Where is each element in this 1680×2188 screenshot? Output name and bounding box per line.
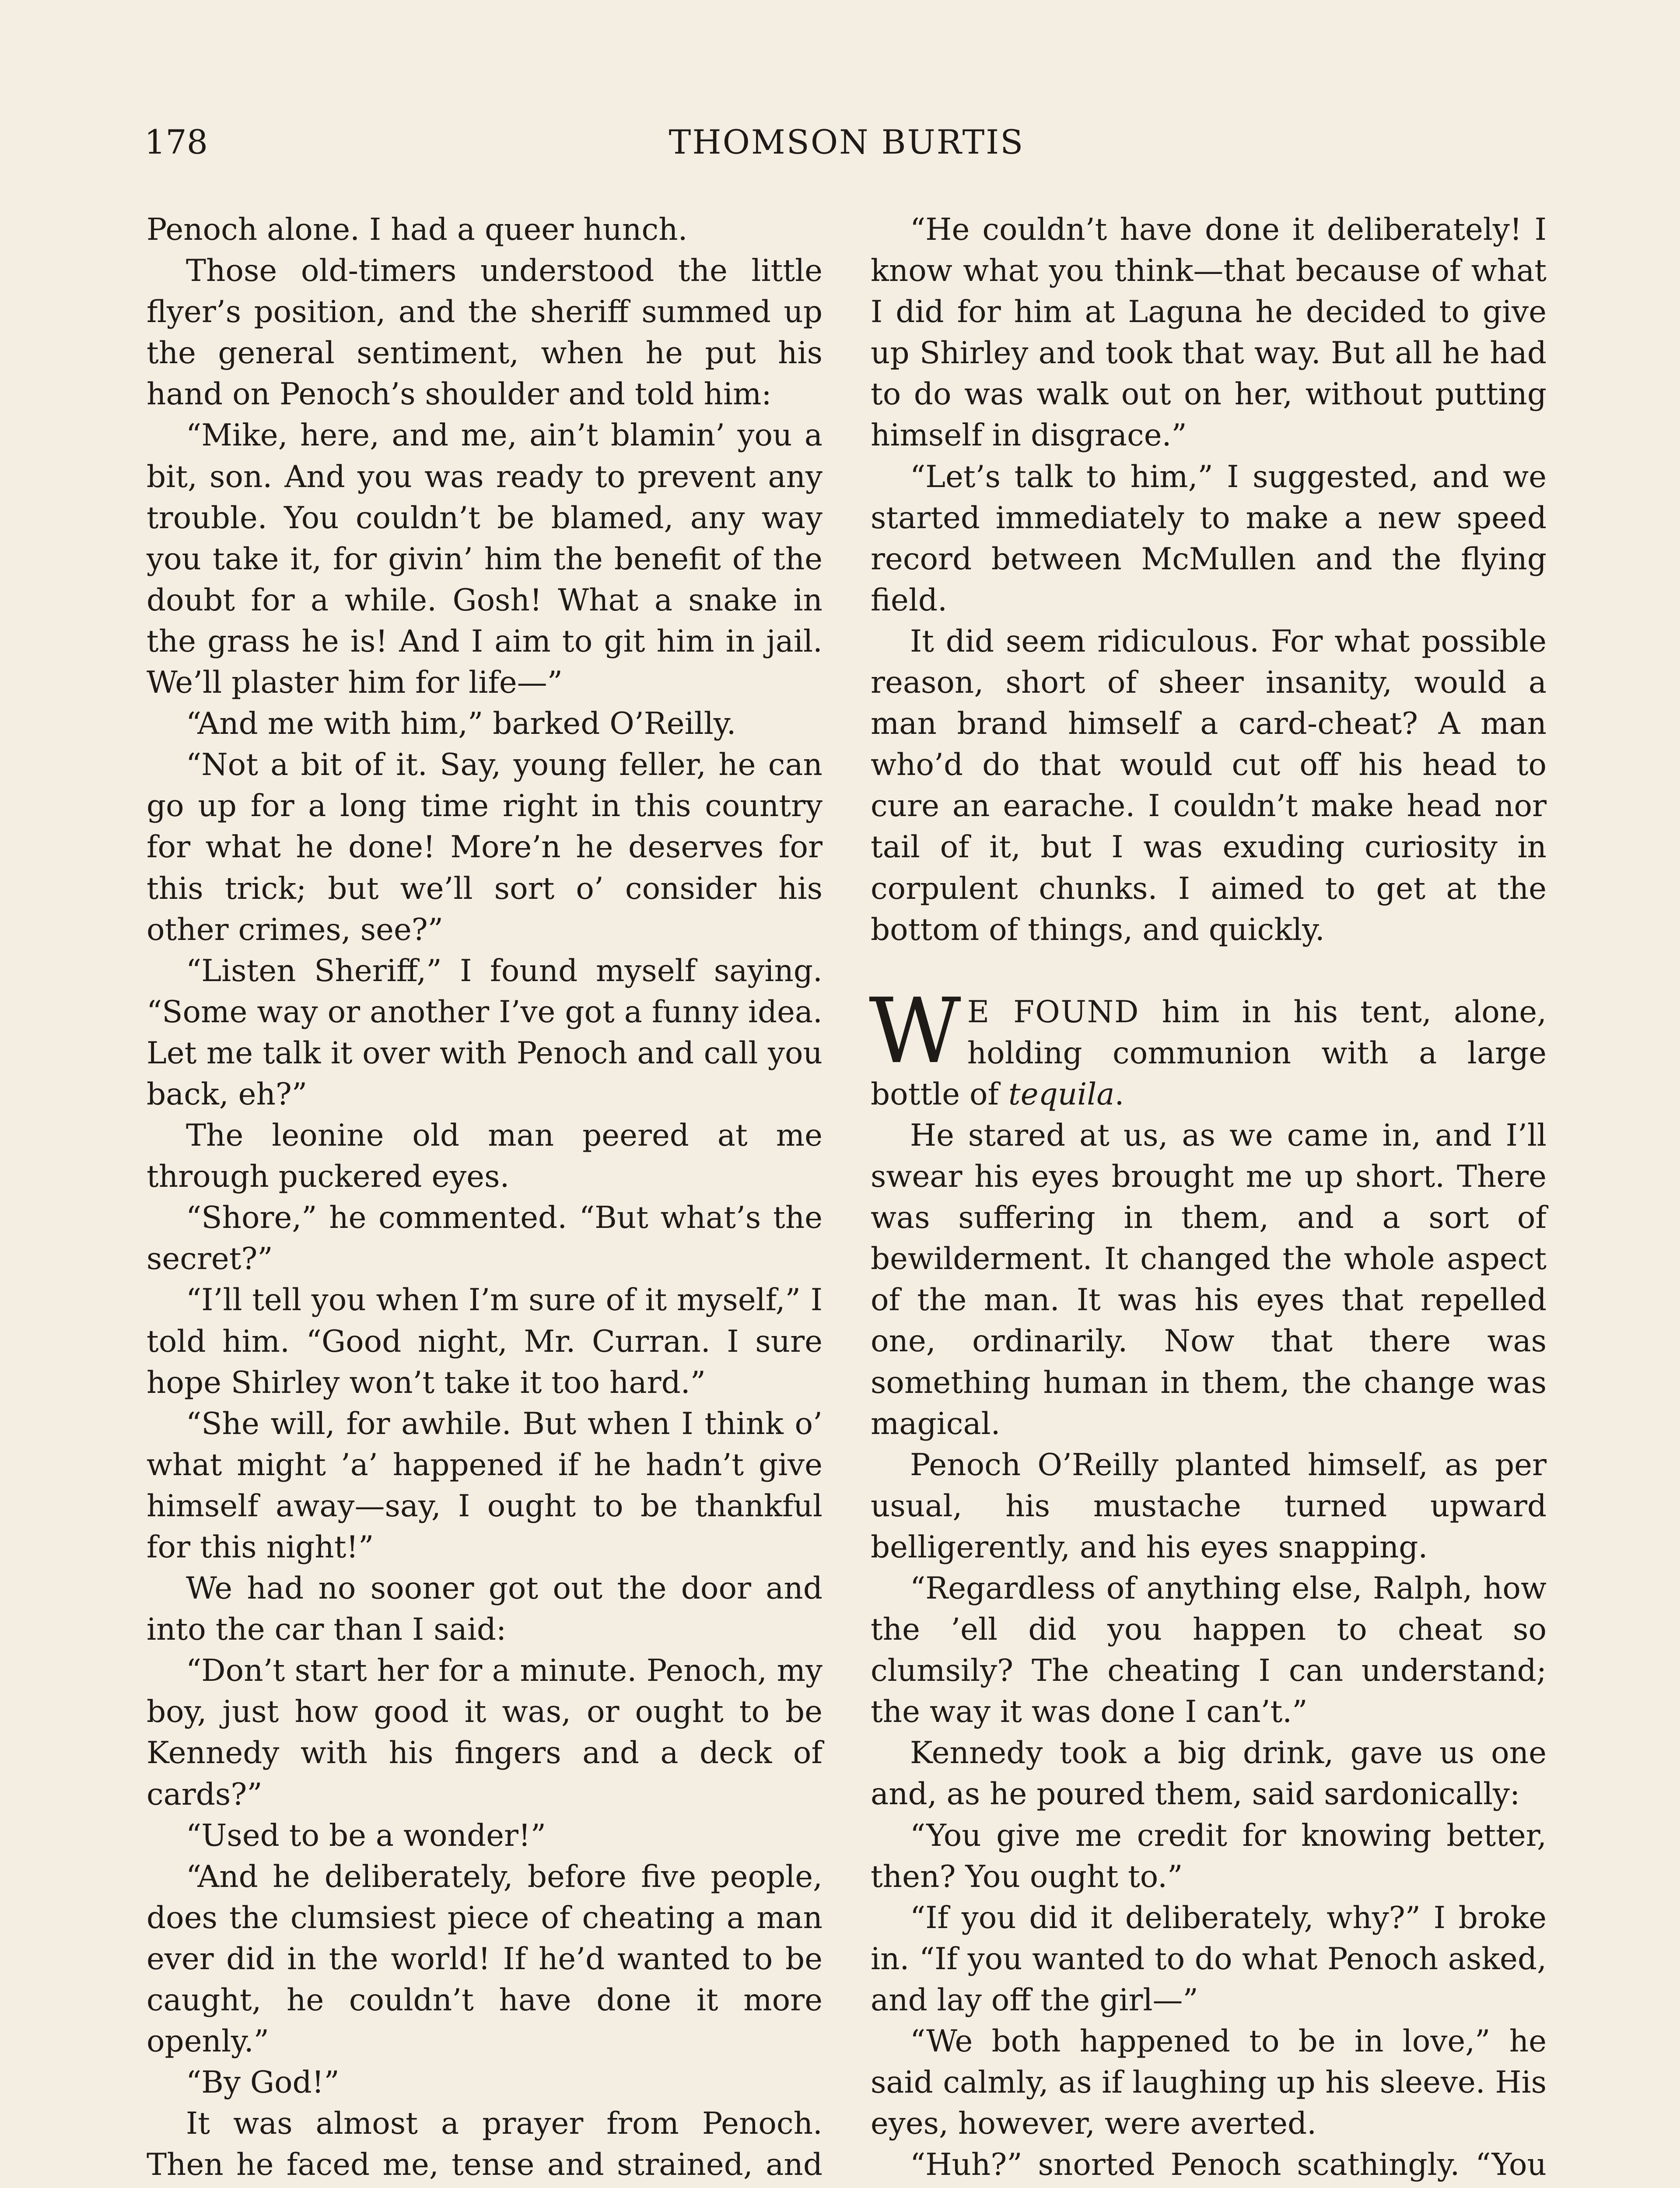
paragraph: “Used to be a wonder!” (186, 1818, 546, 1853)
paragraph: “Listen Sheriff,” I found myself saying. “Some way or another I’ve got a funny idea. Let me talk it over with Penoch and call you back, eh?” (147, 953, 822, 1112)
right-column (871, 209, 1547, 2188)
paragraph: “Huh?” snorted Penoch scathingly. “You (910, 2147, 1547, 2183)
paragraph: It was almost a prayer from Penoch. Then he faced me, tense and strained, and (147, 2106, 822, 2183)
paragraph: “You give me credit for knowing better, then? You ought to.” (871, 1818, 1547, 1894)
paragraph: The leonine old man peered at me through puckered eyes. (147, 1118, 822, 1195)
paragraph: “She will, for awhile. But when I think o’ what might ’a’ happened if he hadn’t give himself away—say, I ought to be thankful for this night!” (147, 1406, 822, 1565)
paragraph: “Let’s talk to him,” I suggested, and we started immediately to make a new speed record between McMullen and the flying field. (871, 459, 1547, 618)
section-opening-paragraph (869, 979, 1547, 1115)
paragraph: “And me with him,” barked O’Reilly. (186, 706, 736, 742)
paragraph: We had no sooner got out the door and into the car than I said: (147, 1571, 822, 1648)
paragraph: “Not a bit of it. Say, young feller, he can go up for a long time right in this country for what he done! More’n he deserves for this trick; but we’ll sort o’ consider his other crimes, see?” (147, 747, 822, 947)
paragraph: “Don’t start her for a minute. Penoch, my boy, just how good it was, or ought to be Kennedy with his fingers and a deck of cards?” (147, 1653, 822, 1812)
paragraph: Penoch alone. I had a queer hunch. (147, 212, 688, 247)
paragraph: Kennedy took a big drink, gave us one and, as he poured them, said sardonically: (871, 1736, 1547, 1812)
paragraph: Penoch O’Reilly planted himself, as per usual, his mustache turned upward belligerently, and his eyes snapping. (871, 1447, 1547, 1565)
italic-word: tequila (1008, 1076, 1115, 1112)
section-text: him in his tent, alone, holding communion with a large bottle of (871, 994, 1547, 1112)
running-title: THOMSON BURTIS (668, 123, 1025, 161)
small-caps-lead: E FOUND (967, 994, 1140, 1030)
page-header (144, 118, 1549, 166)
paragraph: “He couldn’t have done it deliberately! I know what you think—that because of what I did for him at Laguna he decided to give up Shirley and took that way. But all he had to do was walk out on her, without putting himself in disgrace.” (871, 212, 1547, 453)
paragraph: “Shore,” he commented. “But what’s the secret?” (147, 1200, 822, 1277)
paragraph: “By God!” (186, 2065, 340, 2100)
paragraph: “We both happened to be in love,” he said calmly, as if laughing up his sleeve. His eyes, however, were averted. (871, 2024, 1547, 2142)
paragraph: “I’ll tell you when I’m sure of it myself,” I told him. “Good night, Mr. Curran. I sure hope Shirley won’t take it too hard.” (147, 1283, 822, 1400)
paragraph: “If you did it deliberately, why?” I broke in. “If you wanted to do what Penoch asked, and lay off the girl—” (871, 1900, 1547, 2018)
paragraph: “Regardless of anything else, Ralph, how the ’ell did you happen to cheat so clumsily? The cheating I can understand; the way it was done I can’t.” (871, 1571, 1547, 1730)
paragraph: He stared at us, as we came in, and I’ll swear his eyes brought me up short. There was suffering in them, and a sort of bewilderment. It changed the whole aspect of the man. It was his eyes that repelled one, ordinarily. Now that there was something human in them, the change was magical. (871, 1118, 1547, 1441)
paragraph: “Mike, here, and me, ain’t blamin’ you a bit, son. And you was ready to prevent any trouble. You couldn’t be blamed, any way you take it, for givin’ him the benefit of the doubt for a while. Gosh! What a snake in the grass he is! And I aim to git him in jail. We’ll plaster him for life—” (147, 418, 822, 701)
paragraph: “And he deliberately, before five people, does the clumsiest piece of cheating a man ever did in the world! If he’d wanted to be caught, he couldn’t have done it more openly.” (147, 1859, 822, 2059)
paragraph: Those old-timers understood the little flyer’s position, and the sheriff summed up the general sentiment, when he put his hand on Penoch’s shoulder and told him: (147, 253, 822, 412)
left-column (147, 209, 822, 2188)
page-number: 178 (144, 123, 208, 161)
section-text-end: . (1114, 1076, 1124, 1112)
paragraph: It did seem ridiculous. For what possible reason, short of sheer insanity, would a man brand himself a card-cheat? A man who’d do that would cut off his head to cure an earache. I couldn’t make head nor tail of it, but I was exuding curiosity in corpulent chunks. I aimed to get at the bottom of things, and quickly. (871, 624, 1547, 947)
drop-cap: W (869, 979, 961, 1083)
